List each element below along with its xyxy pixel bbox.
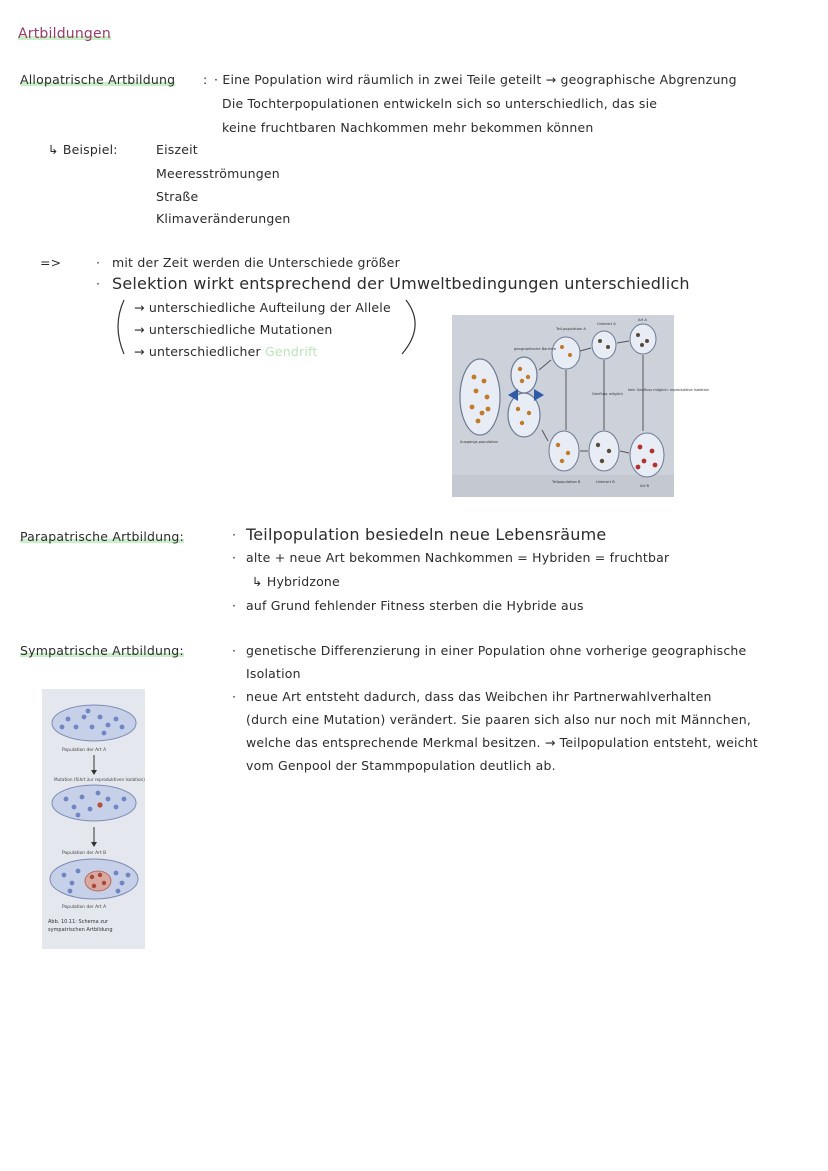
allopatric-definition-line-1: · Eine Population wird räumlich in zwei Teile geteilt → geographische Abgrenzung xyxy=(214,72,737,87)
figure-label: Mutation (führt zur reproduktiven Isolation) xyxy=(54,777,145,782)
figure-label: Unterart B xyxy=(596,480,615,484)
parapatric-item: ↳ Hybridzone xyxy=(252,574,340,589)
allopatric-definition-line-3: keine fruchtbaren Nachkommen mehr bekommen können xyxy=(222,120,594,135)
sub-item: → unterschiedliche Mutationen xyxy=(134,322,333,337)
bullet-dot: · xyxy=(232,598,237,613)
sub-item xyxy=(134,344,318,360)
bullet-dot: · xyxy=(232,527,237,542)
figure-label: Art A xyxy=(638,318,647,322)
example-label: ↳ Beispiel: xyxy=(48,142,118,157)
sympatric-text: vom Genpool der Stammpopulation deutlich ab. xyxy=(246,758,556,773)
figure-label: Genfluss möglich xyxy=(592,392,623,396)
bullet-dot: · xyxy=(232,550,237,565)
sympatric-text: (durch eine Mutation) verändert. Sie paaren sich also nur noch mit Männchen, xyxy=(246,712,752,727)
figure-caption: sympatrischen Artbildung xyxy=(48,927,113,933)
example-item: Klimaveränderungen xyxy=(156,211,291,226)
sympatric-heading: Sympatrische Artbildung: xyxy=(20,643,184,658)
figure-label: Teil-population A xyxy=(556,327,586,331)
parapatric-item: auf Grund fehlender Fitness sterben die Hybride aus xyxy=(246,598,584,613)
figure-label: Art B xyxy=(640,484,649,488)
parapatric-item: alte + neue Art bekommen Nachkommen = Hybriden = fruchtbar xyxy=(246,550,670,565)
figure-label: Population der Art B xyxy=(62,851,107,856)
bullet-dot: · xyxy=(232,689,237,704)
example-item: Meeresströmungen xyxy=(156,166,280,181)
example-item: Straße xyxy=(156,189,199,204)
figure-label: Population der Art A xyxy=(62,905,107,910)
allopatric-bullet-1: mit der Zeit werden die Unterschiede größer xyxy=(112,255,400,270)
figure-label: Ausgangs-population xyxy=(460,440,498,444)
figure-label: Unterart A xyxy=(597,322,616,326)
implies-arrow: => xyxy=(40,255,62,270)
allopatric-definition-line-2: Die Tochterpopulationen entwickeln sich so unterschiedlich, das sie xyxy=(222,96,658,111)
figure-label: kein Genfluss möglich: reproduktive Isolation xyxy=(628,388,710,392)
example-item: Eiszeit xyxy=(156,142,198,157)
figure-label: geographische Barriere xyxy=(514,347,557,351)
allopatric-colon: : xyxy=(203,72,208,87)
sympatric-text: Isolation xyxy=(246,666,301,681)
figure-caption: Abb. 10.11: Schema zur xyxy=(48,919,109,925)
sympatric-text: genetische Differenzierung in einer Population ohne vorherige geographische xyxy=(246,643,747,658)
sympatric-figure xyxy=(42,689,145,949)
sub-item-text: → unterschiedlicher xyxy=(134,344,265,359)
parapatric-item: Teilpopulation besiedeln neue Lebensräume xyxy=(246,525,607,544)
sympatric-text: neue Art entsteht dadurch, dass das Weibchen ihr Partnerwahlverhalten xyxy=(246,689,712,704)
page-title: Artbildungen xyxy=(18,26,111,42)
bullet-dot: · xyxy=(232,643,237,658)
figure-label: Population der Art A xyxy=(62,748,107,753)
sympatric-text: welche das entsprechende Merkmal besitzen. → Teilpopulation entsteht, weicht xyxy=(246,735,758,750)
allopatric-figure xyxy=(452,315,710,497)
sub-item: → unterschiedliche Aufteilung der Allele xyxy=(134,300,391,315)
bullet-dot: · xyxy=(96,255,101,270)
figure-label: Teilpopulation B xyxy=(552,480,581,484)
bullet-dot: · xyxy=(96,276,101,291)
allopatric-bullet-2: Selektion wirkt entsprechend der Umweltbedingungen unterschiedlich xyxy=(112,274,690,293)
parapatric-heading: Parapatrische Artbildung: xyxy=(20,529,184,544)
gendrift-word: Gendrift xyxy=(264,344,318,359)
allopatric-heading: Allopatrische Artbildung xyxy=(20,72,176,87)
